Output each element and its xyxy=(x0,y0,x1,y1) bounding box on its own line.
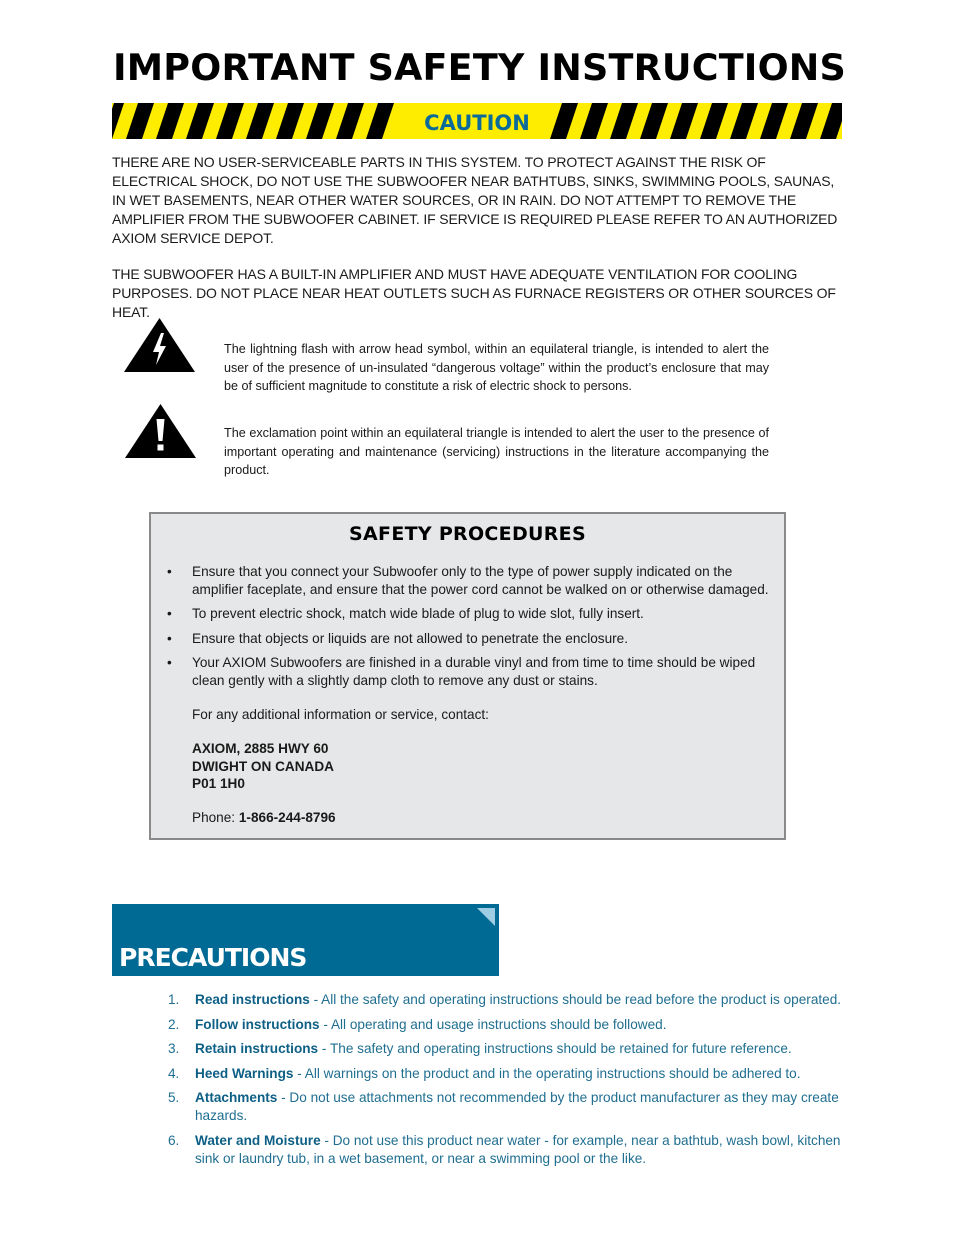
contact-address xyxy=(192,740,752,793)
item-text: - The safety and operating instructions should be retained for future reference. xyxy=(318,1041,792,1056)
item-text: - Do not use this product near water - for example, near a bathtub, wash bowl, kitchen sink or laundry tub, in a wet basement, or near a swimming pool or the like. xyxy=(195,1132,841,1166)
item-heading: Attachments xyxy=(195,1090,278,1105)
phone-label: Phone: xyxy=(192,810,239,825)
intro-paragraph-ventilation: THE SUBWOOFER HAS A BUILT-IN AMPLIFIER AND MUST HAVE ADEQUATE VENTILATION FOR COOLING PURPOSES. DO NOT PLACE NEAR HEAT OUTLETS SUCH AS FURNACE REGISTERS OR OTHER SOURCES OF HEAT. xyxy=(112,266,836,320)
contact-intro: For any additional information or service, contact: xyxy=(192,707,489,722)
address-line: AXIOM, 2885 HWY 60 xyxy=(192,741,329,756)
list-item xyxy=(168,1016,848,1034)
list-item xyxy=(168,1040,848,1058)
lightning-symbol-description: The lightning flash with arrow head symbol, within an equilateral triangle, is intended to alert the user of the presence of un-insulated “dangerous voltage” within the product’s enclosure that may be of sufficient magnitude to constitute a risk of electric shock to persons. xyxy=(224,342,769,393)
phone-number: 1-866-244-8796 xyxy=(238,810,336,825)
item-number: 6. xyxy=(168,1132,180,1148)
caution-label: CAUTION xyxy=(424,111,530,135)
safety-procedures-box xyxy=(149,512,786,840)
item-number: 3. xyxy=(168,1041,180,1056)
list-item: • Your AXIOM Subwoofers are finished in a durable vinyl and from time to time should be wiped clean gently with a slightly damp cloth to remove any dust or stains. xyxy=(192,654,777,689)
list-item: • Ensure that you connect your Subwoofer only to the type of power supply indicated on the amplifier faceplate, and ensure that the power cord cannot be walked on or otherwise damaged. xyxy=(192,563,777,598)
exclamation-symbol-description: The exclamation point within an equilateral triangle is intended to alert the user to the presence of important operating and maintenance (servicing) instructions in the literature accompanying the product. xyxy=(224,426,769,477)
safety-procedures-title: SAFETY PROCEDURES xyxy=(349,523,586,545)
list-item xyxy=(168,1089,848,1125)
caution-banner xyxy=(112,103,842,139)
item-number: 5. xyxy=(168,1090,180,1105)
item-text: - Do not use attachments not recommended by the product manufacturer as they may create hazards. xyxy=(195,1090,839,1123)
item-number: 2. xyxy=(168,1016,180,1032)
page-title: IMPORTANT SAFETY INSTRUCTIONS xyxy=(113,46,847,89)
item-number: 4. xyxy=(168,1065,180,1081)
exclamation-warning-icon xyxy=(125,404,196,458)
list-item: • Ensure that objects or liquids are not allowed to penetrate the enclosure. xyxy=(192,630,777,648)
precautions-banner xyxy=(112,904,499,976)
item-number: 1. xyxy=(168,992,180,1007)
list-item xyxy=(168,1132,848,1168)
item-heading: Follow instructions xyxy=(195,1016,320,1032)
item-heading: Retain instructions xyxy=(195,1041,319,1056)
precautions-list xyxy=(168,991,848,1174)
list-item xyxy=(168,1065,848,1083)
list-item xyxy=(168,991,848,1009)
address-line: P01 1H0 xyxy=(192,776,245,791)
safety-procedures-list xyxy=(192,563,777,696)
item-text: - All warnings on the product and in the operating instructions should be adhered to. xyxy=(293,1065,801,1081)
contact-phone xyxy=(192,809,752,827)
item-heading: Heed Warnings xyxy=(195,1065,294,1081)
item-text: - All operating and usage instructions should be followed. xyxy=(319,1016,667,1032)
intro-paragraph-service: THERE ARE NO USER-SERVICEABLE PARTS IN THIS SYSTEM. TO PROTECT AGAINST THE RISK OF ELECTRICAL SHOCK, DO NOT USE THE SUBWOOFER NEAR BATHTUBS, SINKS, SWIMMING POOLS, SAUNAS, IN WET BASEMENTS, NEAR OTHER WATER SOURCES, OR IN RAIN. DO NOT ATTEMPT TO REMOVE THE AMPLIFIER FROM THE SUBWOOFER CABINET. IF SERVICE IS REQUIRED PLEASE REFER TO AN AUTHORIZED AXIOM SERVICE DEPOT. xyxy=(112,154,838,246)
list-item: • To prevent electric shock, match wide blade of plug to wide slot, fully insert. xyxy=(192,605,777,623)
item-text: - All the safety and operating instructions should be read before the product is operated. xyxy=(309,992,842,1007)
item-heading: Read instructions xyxy=(195,992,310,1007)
precautions-title: PRECAUTIONS xyxy=(119,943,307,972)
address-line: DWIGHT ON CANADA xyxy=(192,758,334,774)
item-heading: Water and Moisture xyxy=(195,1132,321,1148)
lightning-warning-icon xyxy=(124,318,195,372)
corner-fold-icon xyxy=(477,908,495,926)
